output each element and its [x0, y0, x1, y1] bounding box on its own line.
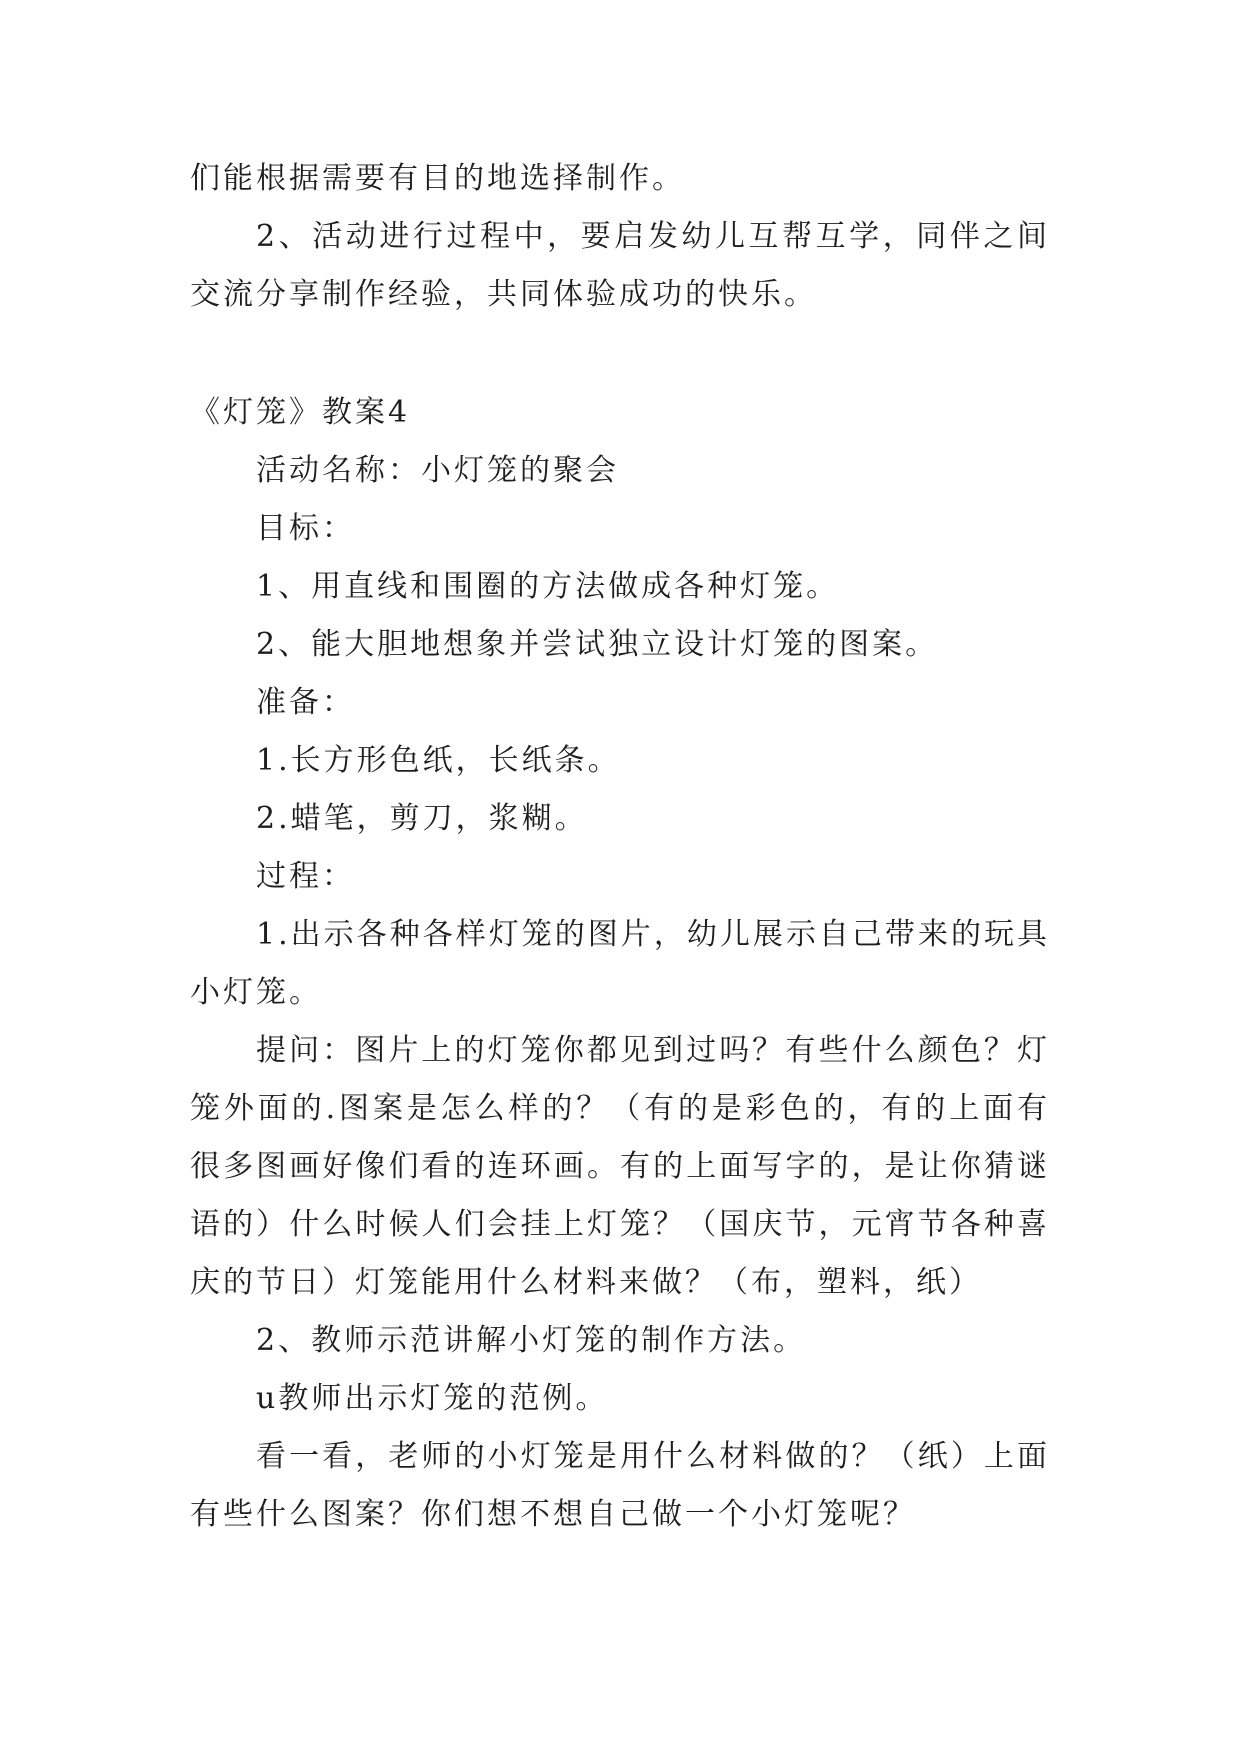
section-gap — [190, 324, 1050, 384]
document-body — [190, 150, 1050, 1544]
paragraph-continuation: 们能根据需要有目的地选择制作。 — [190, 161, 685, 196]
paragraph-questions: 提问：图片上的灯笼你都见到过吗？有些什么颜色？灯笼外面的.图案是怎么样的？（有的是彩色的，有的上面有很多图画好像们看的连环画。有的上面写字的，是让你猜谜语的）什么时候人们会挂上灯笼？（国庆节，元宵节各种喜庆的节日）灯笼能用什么材料来做？（布，塑料，纸） — [190, 1033, 1050, 1300]
section-title: 《灯笼》教案4 — [190, 395, 411, 430]
paragraph-process-1: 1.出示各种各样灯笼的图片，幼儿展示自己带来的玩具小灯笼。 — [190, 917, 1050, 1010]
paragraph-process-label: 过程： — [256, 859, 355, 894]
paragraph-prep-label: 准备： — [256, 685, 355, 720]
paragraph-goal-2: 2、能大胆地想象并尝试独立设计灯笼的图案。 — [256, 627, 939, 662]
paragraph-activity-name: 活动名称：小灯笼的聚会 — [256, 453, 619, 488]
paragraph-example: u教师出示灯笼的范例。 — [256, 1381, 609, 1416]
paragraph-goals-label: 目标： — [256, 511, 355, 546]
paragraph-note-2: 2、活动进行过程中，要启发幼儿互帮互学，同伴之间交流分享制作经验，共同体验成功的快乐。 — [190, 219, 1050, 312]
paragraph-look: 看一看，老师的小灯笼是用什么材料做的？（纸）上面有些什么图案？你们想不想自己做一个小灯笼呢？ — [190, 1439, 1050, 1532]
paragraph-prep-1: 1.长方形色纸，长纸条。 — [256, 743, 621, 778]
paragraph-prep-2: 2.蜡笔，剪刀，浆糊。 — [256, 801, 588, 836]
paragraph-process-2: 2、教师示范讲解小灯笼的制作方法。 — [256, 1323, 807, 1358]
paragraph-goal-1: 1、用直线和围圈的方法做成各种灯笼。 — [256, 569, 840, 604]
